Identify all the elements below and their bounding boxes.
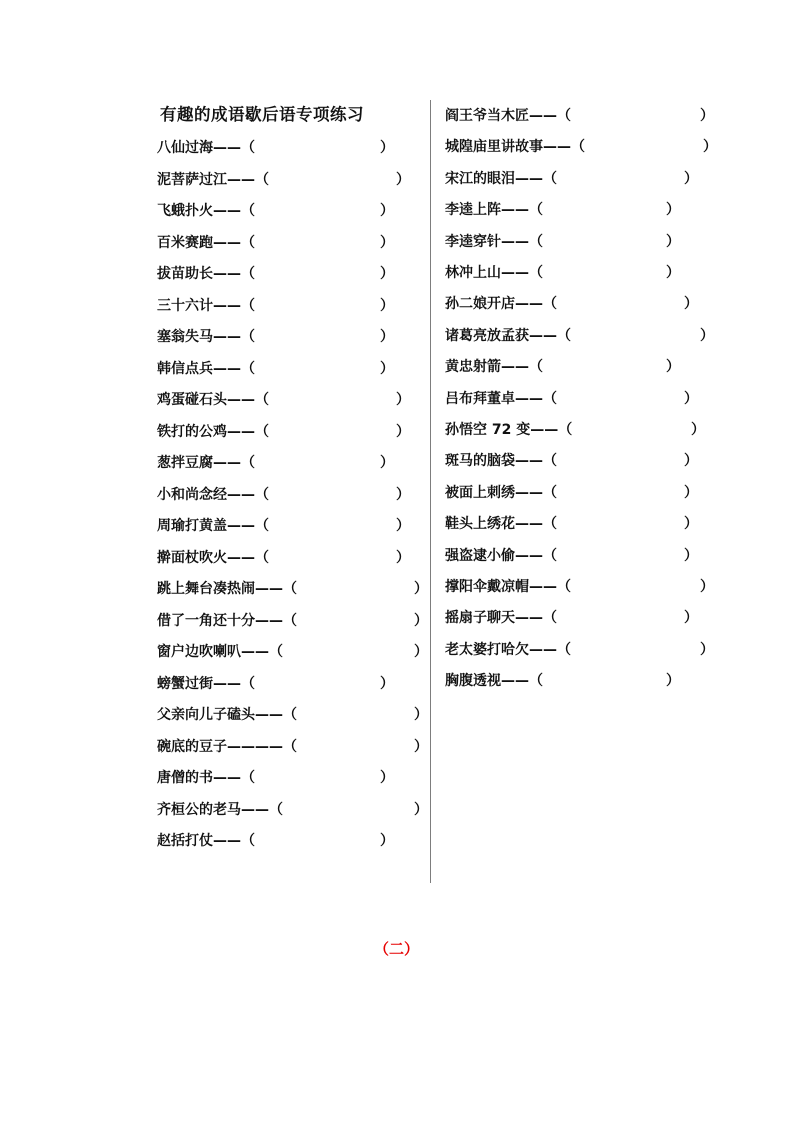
answer-close-bracket: ） (396, 392, 410, 408)
answer-close-bracket: ） (700, 327, 714, 344)
answer-close-bracket: ） (684, 296, 698, 313)
idiom-text: 吕布拜董卓——（ (445, 390, 557, 407)
idiom-item (157, 137, 396, 157)
idiom-text: 摇扇子聊天——（ (445, 610, 557, 627)
answer-close-bracket: ） (380, 455, 394, 471)
idiom-item (445, 231, 682, 251)
answer-close-bracket: ） (380, 833, 394, 849)
answer-close-bracket: ） (380, 140, 394, 156)
idiom-text: 碗底的豆子————（ (157, 738, 297, 755)
idiom-text: 斑马的脑袋——（ (445, 453, 557, 470)
answer-close-bracket: ） (380, 297, 394, 314)
answer-close-bracket: ） (414, 801, 428, 818)
answer-close-bracket: ） (380, 266, 394, 282)
answer-close-bracket: ） (684, 390, 698, 407)
idiom-text: 擀面杖吹火——（ (157, 549, 269, 566)
idiom-text: 被面上刺绣——（ (445, 484, 557, 501)
idiom-text: 李逵穿针——（ (445, 233, 543, 250)
answer-close-bracket: ） (684, 453, 698, 470)
idiom-item (445, 199, 682, 219)
answer-close-bracket: ） (700, 108, 714, 124)
idiom-text: 泥菩萨过江——（ (157, 171, 269, 188)
idiom-text: 拔苗助长——（ (157, 266, 255, 282)
idiom-item (445, 168, 700, 188)
idiom-item (445, 293, 700, 313)
idiom-item (157, 389, 412, 409)
answer-close-bracket: ） (380, 203, 394, 219)
idiom-text: 城隍庙里讲故事——（ (445, 139, 585, 156)
idiom-item (157, 547, 412, 567)
idiom-item (445, 639, 716, 659)
idiom-item (157, 641, 430, 661)
idiom-item (157, 515, 412, 535)
idiom-item (445, 607, 700, 627)
idiom-text: 周瑜打黄盖——（ (157, 518, 269, 534)
idiom-text: 赵括打仗——（ (157, 833, 255, 849)
column-divider (430, 100, 431, 883)
idiom-item (445, 419, 707, 439)
answer-close-bracket: ） (684, 610, 698, 627)
answer-close-bracket: ） (414, 707, 428, 723)
idiom-item (157, 610, 430, 630)
idiom-text: 李逵上阵——（ (445, 202, 543, 219)
answer-close-bracket: ） (700, 579, 714, 595)
idiom-text: 百米赛跑——（ (157, 234, 255, 251)
idiom-text: 铁打的公鸡——（ (157, 423, 269, 440)
idiom-item (157, 767, 396, 787)
idiom-text: 强盗逮小偷——（ (445, 547, 557, 564)
idiom-item (157, 578, 430, 598)
answer-close-bracket: ） (666, 673, 680, 690)
answer-close-bracket: ） (380, 675, 394, 692)
idiom-item (157, 263, 396, 283)
idiom-item (157, 421, 412, 441)
idiom-text: 八仙过海——（ (157, 140, 255, 156)
idiom-text: 韩信点兵——（ (157, 360, 255, 377)
answer-close-bracket: ） (396, 486, 410, 503)
section-label: （二） (373, 940, 419, 958)
idiom-text: 窗户边吹喇叭——（ (157, 644, 283, 660)
idiom-item (157, 326, 396, 346)
idiom-text: 齐桓公的老马——（ (157, 801, 283, 818)
idiom-item (445, 325, 716, 345)
idiom-item (157, 295, 396, 315)
answer-close-bracket: ） (380, 360, 394, 377)
answer-close-bracket: ） (396, 171, 410, 188)
idiom-text: 螃蟹过街——（ (157, 675, 255, 692)
idiom-item (445, 356, 682, 376)
idiom-item (157, 673, 396, 693)
idiom-item (157, 830, 396, 850)
idiom-text: 跳上舞台凑热闹——（ (157, 581, 297, 597)
idiom-text: 小和尚念经——（ (157, 486, 269, 503)
idiom-text: 孙悟空 72 变——（ (445, 422, 573, 438)
answer-close-bracket: ） (666, 202, 680, 219)
idiom-item (157, 169, 412, 189)
idiom-text: 诸葛亮放孟获——（ (445, 327, 571, 344)
idiom-item (445, 450, 700, 470)
idiom-text: 唐僧的书——（ (157, 770, 255, 786)
answer-close-bracket: ） (684, 516, 698, 533)
idiom-item (157, 484, 412, 504)
answer-close-bracket: ） (396, 423, 410, 440)
answer-close-bracket: ） (684, 484, 698, 501)
idiom-text: 鸡蛋碰石头——（ (157, 392, 269, 408)
answer-close-bracket: ） (414, 612, 428, 629)
idiom-text: 林冲上山——（ (445, 265, 543, 281)
idiom-item (445, 136, 719, 156)
idiom-item (157, 200, 396, 220)
answer-close-bracket: ） (414, 644, 428, 660)
idiom-item (445, 545, 700, 565)
idiom-item (445, 388, 700, 408)
idiom-item (445, 262, 682, 282)
answer-close-bracket: ） (666, 233, 680, 250)
answer-close-bracket: ） (691, 422, 705, 438)
page-title: 有趣的成语歇后语专项练习 (160, 105, 364, 124)
answer-close-bracket: ） (684, 547, 698, 564)
idiom-item (157, 704, 430, 724)
answer-close-bracket: ） (380, 770, 394, 786)
idiom-text: 胸腹透视——（ (445, 673, 543, 690)
idiom-item (157, 452, 396, 472)
idiom-text: 三十六计——（ (157, 297, 255, 314)
answer-close-bracket: ） (684, 170, 698, 187)
idiom-text: 孙二娘开店——（ (445, 296, 557, 313)
idiom-text: 葱拌豆腐——（ (157, 455, 255, 471)
idiom-item (445, 105, 716, 125)
idiom-text: 阎王爷当木匠——（ (445, 108, 571, 124)
answer-close-bracket: ） (396, 518, 410, 534)
answer-close-bracket: ） (700, 641, 714, 658)
answer-close-bracket: ） (380, 234, 394, 251)
answer-close-bracket: ） (380, 329, 394, 345)
idiom-text: 鞋头上绣花——（ (445, 516, 557, 533)
idiom-item (157, 799, 430, 819)
idiom-text: 撑阳伞戴凉帽——（ (445, 579, 571, 595)
answer-close-bracket: ） (666, 265, 680, 281)
answer-close-bracket: ） (414, 581, 428, 597)
answer-close-bracket: ） (414, 738, 428, 755)
answer-close-bracket: ） (666, 359, 680, 376)
answer-close-bracket: ） (396, 549, 410, 566)
idiom-text: 借了一角还十分——（ (157, 612, 297, 629)
idiom-item (157, 358, 396, 378)
idiom-item (445, 513, 700, 533)
idiom-item (445, 482, 700, 502)
idiom-text: 老太婆打哈欠——（ (445, 641, 571, 658)
idiom-item (157, 736, 430, 756)
idiom-text: 宋江的眼泪——（ (445, 170, 557, 187)
idiom-text: 飞蛾扑火——（ (157, 203, 255, 219)
idiom-item (445, 670, 682, 690)
answer-close-bracket: ） (703, 139, 717, 156)
idiom-item (157, 232, 396, 252)
idiom-text: 黄忠射箭——（ (445, 359, 543, 376)
idiom-item (445, 576, 716, 596)
idiom-text: 塞翁失马——（ (157, 329, 255, 345)
idiom-text: 父亲向儿子磕头——（ (157, 707, 297, 723)
